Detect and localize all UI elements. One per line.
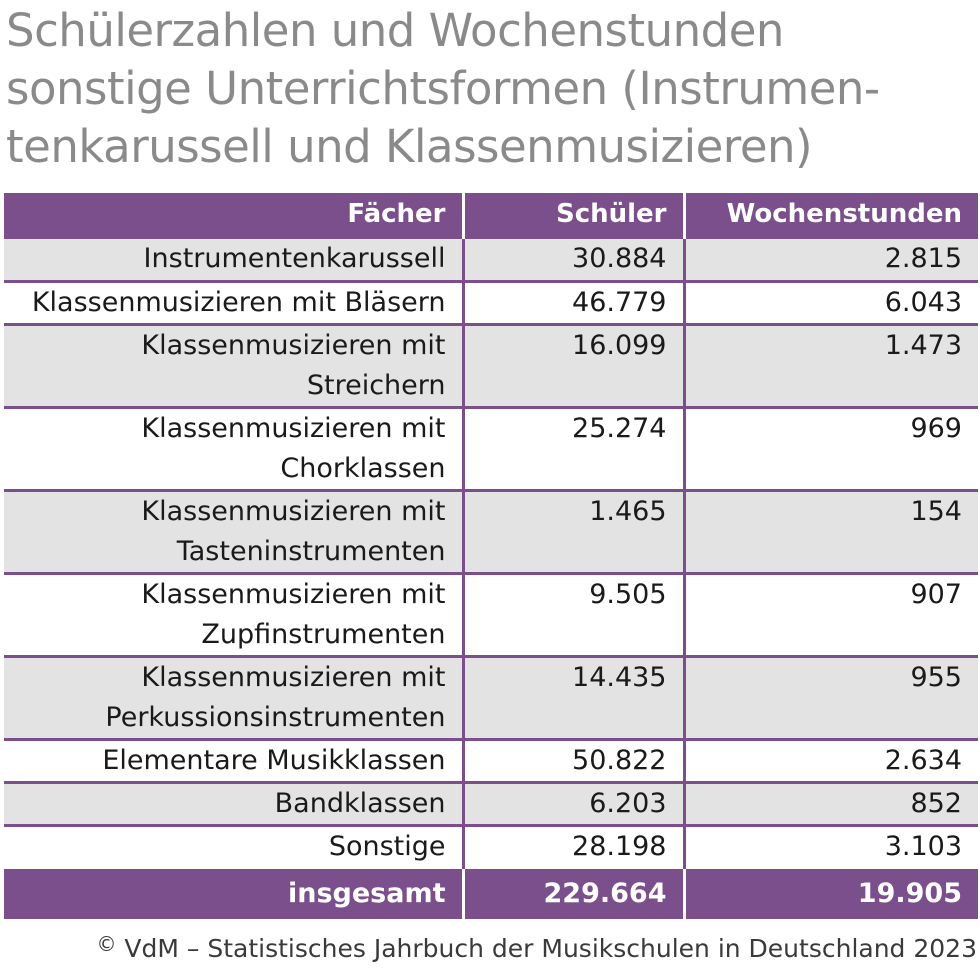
row-hours: 955 bbox=[684, 656, 978, 739]
row-subject bbox=[4, 656, 463, 739]
page-title bbox=[6, 2, 976, 176]
row-students: 9.505 bbox=[463, 573, 684, 656]
total-hours: 19.905 bbox=[684, 868, 978, 919]
row-students: 1.465 bbox=[463, 490, 684, 573]
row-subject-line: Klassenmusizieren mit bbox=[141, 412, 446, 444]
row-subject bbox=[4, 281, 463, 324]
table-row bbox=[4, 739, 978, 782]
table-row bbox=[4, 573, 978, 656]
row-subject bbox=[4, 739, 463, 782]
row-hours: 852 bbox=[684, 782, 978, 825]
table-row bbox=[4, 825, 978, 868]
row-students: 28.198 bbox=[463, 825, 684, 868]
row-hours: 2.634 bbox=[684, 739, 978, 782]
row-students: 25.274 bbox=[463, 407, 684, 490]
row-subject-line: Klassenmusizieren mit bbox=[141, 495, 446, 527]
row-subject-line: Zupfinstrumenten bbox=[201, 618, 446, 650]
source-text: VdM – Statistisches Jahrbuch der Musikschulen in Deutschland 2023 bbox=[124, 934, 977, 963]
title-line-3: tenkarussell und Klassenmusizieren) bbox=[6, 120, 813, 173]
table-header-row bbox=[4, 193, 978, 239]
row-subject bbox=[4, 573, 463, 656]
row-subject-line: Tasteninstrumenten bbox=[176, 535, 446, 567]
table-row bbox=[4, 239, 978, 281]
table-row bbox=[4, 782, 978, 825]
row-subject-line: Sonstige bbox=[328, 830, 446, 862]
row-hours: 969 bbox=[684, 407, 978, 490]
row-hours: 2.815 bbox=[684, 239, 978, 281]
row-hours: 1.473 bbox=[684, 324, 978, 407]
row-hours: 907 bbox=[684, 573, 978, 656]
copyright-symbol: © bbox=[96, 932, 117, 956]
table-row bbox=[4, 281, 978, 324]
row-students: 14.435 bbox=[463, 656, 684, 739]
row-students: 6.203 bbox=[463, 782, 684, 825]
row-subject bbox=[4, 239, 463, 281]
title-line-2: sonstige Unterrichtsformen (Instrumen- bbox=[6, 62, 880, 115]
row-hours: 3.103 bbox=[684, 825, 978, 868]
row-subject-line: Perkussionsinstrumenten bbox=[105, 701, 446, 733]
row-subject-line: Klassenmusizieren mit bbox=[141, 661, 446, 693]
statistics-table bbox=[4, 193, 978, 919]
row-subject-line: Elementare Musikklassen bbox=[102, 744, 446, 776]
row-hours: 154 bbox=[684, 490, 978, 573]
row-students: 30.884 bbox=[463, 239, 684, 281]
row-students: 16.099 bbox=[463, 324, 684, 407]
row-subject bbox=[4, 490, 463, 573]
header-hours: Wochenstunden bbox=[684, 193, 978, 239]
table-row bbox=[4, 656, 978, 739]
row-subject bbox=[4, 324, 463, 407]
table-row bbox=[4, 324, 978, 407]
row-students: 46.779 bbox=[463, 281, 684, 324]
table-row bbox=[4, 490, 978, 573]
row-subject-line: Streichern bbox=[306, 369, 446, 401]
row-subject-line: Klassenmusizieren mit bbox=[141, 329, 446, 361]
row-subject-line: Chorklassen bbox=[280, 452, 446, 484]
row-students: 50.822 bbox=[463, 739, 684, 782]
total-label: insgesamt bbox=[4, 868, 463, 919]
source-footer bbox=[32, 932, 977, 963]
header-students: Schüler bbox=[463, 193, 684, 239]
row-hours: 6.043 bbox=[684, 281, 978, 324]
row-subject bbox=[4, 782, 463, 825]
title-line-1: Schülerzahlen und Wochenstunden bbox=[6, 4, 784, 57]
row-subject-line: Instrumentenkarussell bbox=[143, 243, 446, 274]
row-subject bbox=[4, 407, 463, 490]
row-subject-line: Bandklassen bbox=[274, 787, 446, 819]
total-students: 229.664 bbox=[463, 868, 684, 919]
row-subject-line: Klassenmusizieren mit bbox=[141, 578, 446, 610]
row-subject bbox=[4, 825, 463, 868]
table-row bbox=[4, 407, 978, 490]
header-subject: Fächer bbox=[4, 193, 463, 239]
row-subject-line: Klassenmusizieren mit Bläsern bbox=[31, 286, 446, 318]
table-total-row bbox=[4, 868, 978, 919]
